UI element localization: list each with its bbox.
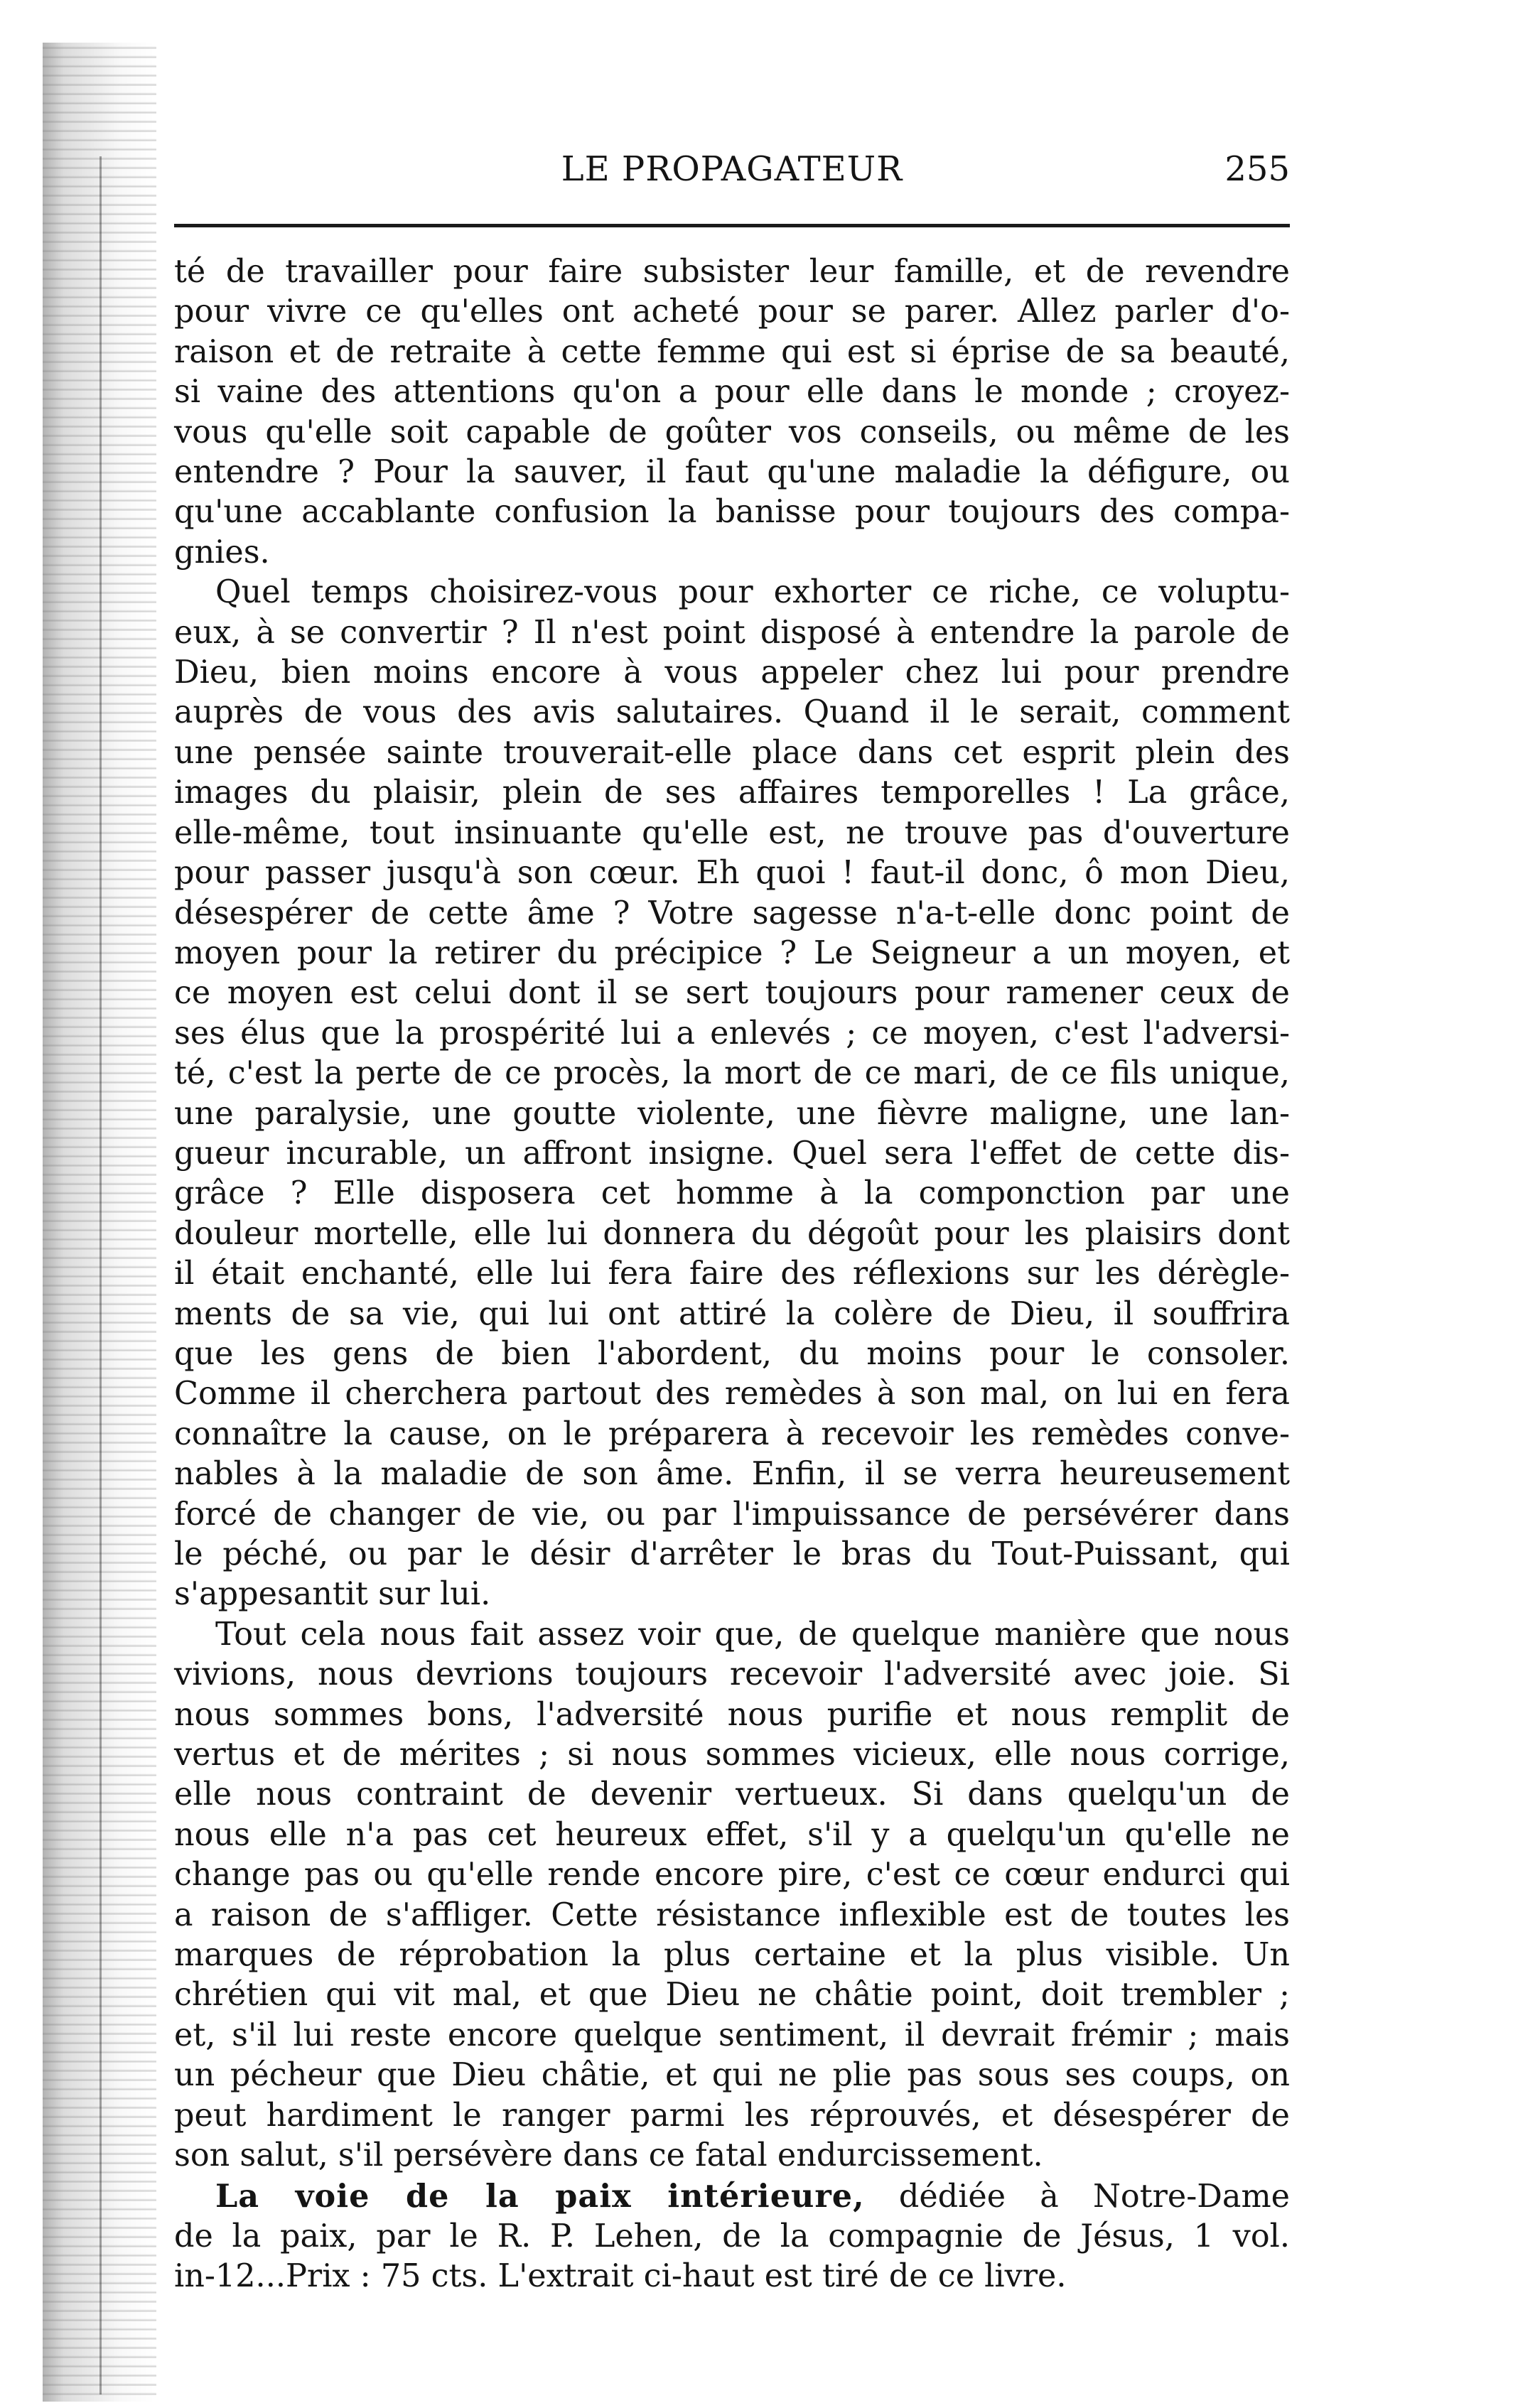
text-line: Dieu, bien moins encore à vous appeler chez lui pour prendre [174,654,1290,691]
text-line: marques de réprobation la plus certaine et la plus visible. Un [174,1937,1290,1974]
text-line: elle nous contraint de devenir vertueux. Si dans quelqu'un de [174,1776,1290,1813]
text-line: auprès de vous des avis salutaires. Quand il le serait, comment [174,694,1290,731]
page-number: 255 [1224,149,1290,189]
text-line: change pas ou qu'elle rende encore pire, c'est ce cœur endurci qui [174,1857,1290,1894]
text-line: un pécheur que Dieu châtie, et qui ne plie pas sous ses coups, on [174,2057,1290,2094]
text-line: nous elle n'a pas cet heureux effet, s'il y a quelqu'un qu'elle ne [174,1816,1290,1853]
text-line: nables à la maladie de son âme. Enfin, il se verra heureusement [174,1456,1290,1493]
text-line: qu'une accablante confusion la banisse pour toujours des compa- [174,494,1290,531]
text-line: une paralysie, une goutte violente, une fièvre maligne, une lan- [174,1095,1290,1132]
text-line: eux, à se convertir ? Il n'est point disposé à entendre la parole de [174,614,1290,651]
text-line: peut hardiment le ranger parmi les réprouvés, et désespérer de [174,2097,1290,2134]
text-line: images du plaisir, plein de ses affaires temporelles ! La grâce, [174,774,1290,811]
text-line: Quel temps choisirez-vous pour exhorter ce riche, ce voluptu- [215,574,1290,611]
text-line: vous qu'elle soit capable de goûter vos conseils, ou même de les [174,414,1290,450]
text-line: elle-même, tout insinuante qu'elle est, ne trouve pas d'ouverture [174,814,1290,851]
text-line: raison et de retraite à cette femme qui est si éprise de sa beauté, [174,333,1290,370]
text-line: et, s'il lui reste encore quelque sentiment, il devrait frémir ; mais [174,2016,1290,2053]
text-line: moyen pour la retirer du précipice ? Le Seigneur a un moyen, et [174,934,1290,971]
text-line: douleur mortelle, elle lui donnera du dégoût pour les plaisirs dont [174,1215,1290,1252]
text-line: grâce ? Elle disposera cet homme à la componction par une [174,1175,1290,1212]
text-line: entendre ? Pour la sauver, il faut qu'une maladie la défigure, ou [174,454,1290,491]
page-header [174,149,1290,206]
text-line: Tout cela nous fait assez voir que, de quelque manière que nous [215,1616,1290,1653]
text-line: Comme il cherchera partout des remèdes à son mal, on lui en fera [174,1376,1290,1413]
text-line: chrétien qui vit mal, et que Dieu ne châtie point, doit trembler ; [174,1977,1290,2014]
text-line: que les gens de bien l'abordent, du moins pour le consoler. [174,1335,1290,1372]
text-line: ses élus que la prospérité lui a enlevés ; ce moyen, c'est l'adversi- [174,1015,1290,1052]
text-line: forcé de changer de vie, ou par l'impuissance de persévérer dans [174,1496,1290,1533]
text-line: gueur incurable, un affront insigne. Quel sera l'effet de cette dis- [174,1135,1290,1172]
text-line: vivions, nous devrions toujours recevoir l'adversité avec joie. Si [174,1656,1290,1693]
text-line: a raison de s'affliger. Cette résistance inflexible est de toutes les [174,1896,1290,1933]
text-line: gnies. [174,534,270,571]
text-line: il était enchanté, elle lui fera faire des réflexions sur les dérègle- [174,1256,1290,1292]
text-line: une pensée sainte trouverait-elle place dans cet esprit plein des [174,734,1290,771]
text-line: té de travailler pour faire subsister leur famille, et de revendre [174,254,1290,290]
text-line: ce moyen est celui dont il se sert toujours pour ramener ceux de [174,975,1290,1012]
text-line: connaître la cause, on le préparera à recevoir les remèdes conve- [174,1415,1290,1452]
text-line: désespérer de cette âme ? Votre sagesse n'a-t-elle donc point de [174,895,1290,932]
text-line: son salut, s'il persévère dans ce fatal endurcissement. [174,2137,1043,2174]
book-notice-line: de la paix, par le R. P. Lehen, de la compagnie de Jésus, 1 vol. [174,2218,1290,2255]
text-line: té, c'est la perte de ce procès, la mort de ce mari, de ce fils unique, [174,1055,1290,1092]
binding-shadow-line [99,156,102,2394]
text-line: le péché, ou par le désir d'arrêter le bras du Tout-Puissant, qui [174,1536,1290,1572]
book-title: La voie de la paix intérieure, [215,2177,865,2215]
text-line: pour vivre ce qu'elles ont acheté pour se parer. Allez parler d'o- [174,293,1290,330]
text-line: vertus et de mérites ; si nous sommes vicieux, elle nous corrige, [174,1737,1290,1773]
book-notice-line [174,2176,1290,2217]
text-line: nous sommes bons, l'adversité nous purifie et nous remplit de [174,1696,1290,1733]
body-text [174,252,1290,2297]
text-line: pour passer jusqu'à son cœur. Eh quoi ! faut-il donc, ô mon Dieu, [174,855,1290,892]
book-notice-dedication: dédiée à Notre-Dame [898,2178,1290,2215]
text-line: s'appesantit sur lui. [174,1576,491,1613]
text-line: ments de sa vie, qui lui ont attiré la colère de Dieu, il souffrira [174,1295,1290,1332]
book-notice-line: in-12...Prix : 75 cts. L'extrait ci-haut est tiré de ce livre. [174,2258,1067,2295]
running-title: LE PROPAGATEUR [561,149,903,189]
header-rule [174,224,1290,227]
text-line: si vaine des attentions qu'on a pour elle dans le monde ; croyez- [174,374,1290,411]
